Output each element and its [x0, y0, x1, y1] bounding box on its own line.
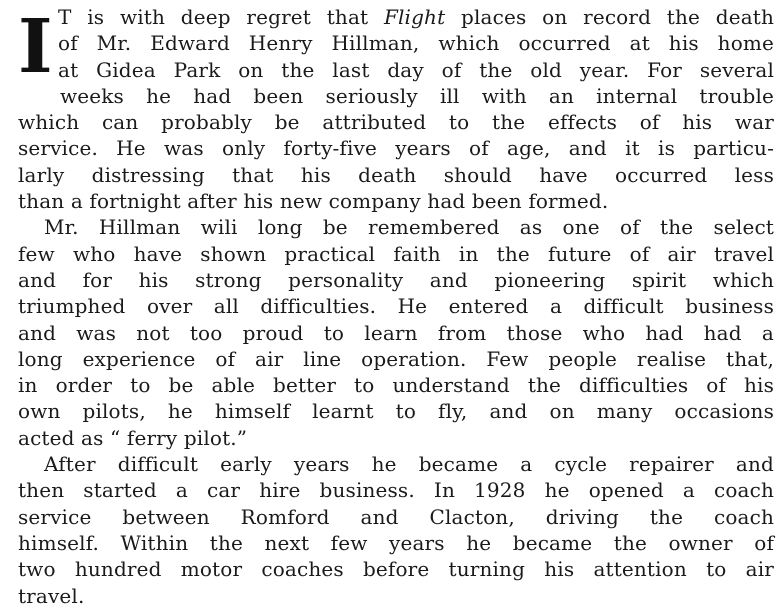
line-1-text-start: T is with deep regret that	[58, 5, 384, 29]
paragraph-3-line-6: travel.	[18, 583, 85, 608]
obituary-article	[18, 4, 774, 609]
publication-name: Flight	[383, 5, 446, 29]
paragraph-1-line-4: weeks he had been seriously ill with an internal trouble	[60, 83, 774, 108]
paragraph-2-line-3: and for his strong personality and pioneering spirit which	[18, 267, 774, 292]
paragraph-2-line-5: and was not too proud to learn from those who had had a	[18, 320, 774, 345]
paragraph-1-line-3: at Gidea Park on the last day of the old year. For several	[58, 57, 774, 82]
paragraph-1-line-7: larly distressing that his death should have occurred less	[18, 162, 774, 187]
paragraph-2-line-8: own pilots, he himself learnt to fly, and on many occasions	[18, 399, 774, 424]
paragraph-3-line-5: two hundred motor coaches before turning his attention to air	[18, 557, 774, 582]
paragraph-2-line-7: in order to be able better to understand the difficulties of his	[18, 373, 774, 398]
paragraph-3-line-2: then started a car hire business. In 1928 he opened a coach	[18, 478, 774, 503]
paragraph-3-line-4: himself. Within the next few years he became the owner of	[18, 530, 774, 555]
paragraph-2-line-1: Mr. Hillman wili long be remembered as one of the select	[44, 215, 774, 240]
paragraph-2-line-4: triumphed over all difficulties. He entered a difficult business	[18, 294, 774, 319]
paragraph-2-line-2: few who have shown practical faith in the future of air travel	[18, 241, 774, 266]
paragraph-1-line-1	[18, 4, 774, 30]
drop-cap: I	[18, 4, 53, 90]
paragraph-2-line-9: acted as “ ferry pilot.”	[18, 425, 248, 450]
paragraph-2-line-6: long experience of air line operation. Few people realise that,	[18, 346, 774, 371]
paragraph-3-line-3: service between Romford and Clacton, driving the coach	[18, 504, 774, 529]
paragraph-1-line-5: which can probably be attributed to the effects of his war	[18, 110, 774, 135]
paragraph-1-line-8: than a fortnight after his new company had been formed.	[18, 189, 609, 214]
paragraph-1-line-2: of Mr. Edward Henry Hillman, which occurred at his home	[58, 31, 774, 56]
line-1-text-end: places on record the death	[445, 5, 774, 29]
paragraph-1-line-6: service. He was only forty-five years of age, and it is particu-	[18, 136, 774, 161]
paragraph-3-line-1: After difficult early years he became a cycle repairer and	[44, 452, 774, 477]
paragraph-1	[18, 4, 774, 90]
